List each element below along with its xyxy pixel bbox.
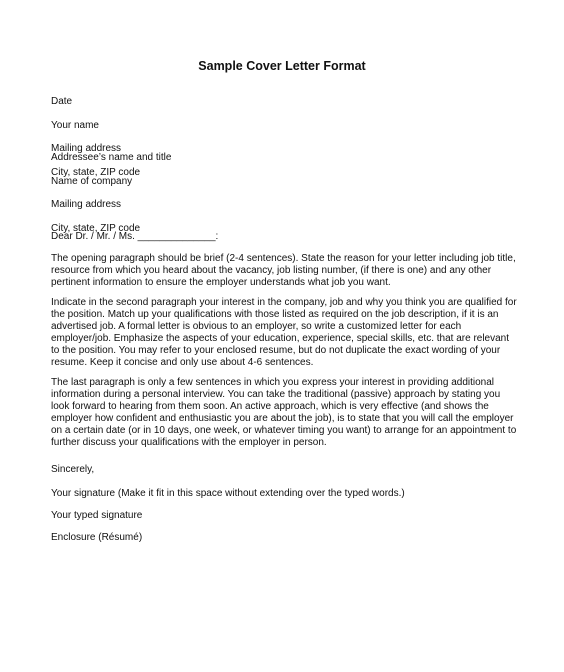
page-title: Sample Cover Letter Format	[198, 59, 366, 73]
recipient-company: Name of company	[51, 175, 133, 187]
recipient-name-title: Addressee’s name and title	[51, 152, 172, 163]
sender-date: Date	[51, 96, 73, 107]
sender-city-state-zip: City, state, ZIP code	[51, 166, 141, 178]
typed-signature: Your typed signature	[51, 510, 143, 521]
salutation: Dear Dr. / Mr. / Ms. ______________:	[51, 231, 219, 242]
recipient-mailing-address: Mailing address	[51, 199, 122, 211]
signature-instruction: Your signature (Make it fit in this space without extending over the typed words.)	[51, 488, 405, 499]
recipient-city-state-zip: City, state, ZIP code	[51, 222, 141, 234]
enclosure-note: Enclosure (Résumé)	[51, 532, 143, 543]
sender-name: Your name	[51, 119, 99, 131]
last-paragraph: The last paragraph is only a few sentences in which you express your interest in providing additional information during a personal interview. You can take the traditional (passive) approach by stating you look forward to hearing from them soon. An active approach, which is very effective (and shows the employer how confident and enthusiastic you are about the job), is to state that you will call the employer on a certain date (or in 10 days, one week, or whatever timing you want) to arrange for an appointment to further discuss your qualifications with the employer in person.	[51, 377, 517, 448]
opening-paragraph: The opening paragraph should be brief (2-4 sentences). State the reason for your letter including job title, resource from which you heard about the vacancy, job listing number, (if there is one) and any other pertinent information to ensure the employer understands what job you want.	[51, 253, 516, 288]
closing: Sincerely,	[51, 464, 95, 475]
sender-mailing-address: Mailing address	[51, 143, 122, 155]
second-paragraph: Indicate in the second paragraph your interest in the company, job and why you think you are qualified for the position. Match up your qualifications with those listed as required on the job description, if it is an advertised job. A formal letter is obvious to an employer, so write a customized letter for each employer/job. Emphasize the aspects of your education, experience, special skills, etc. that are relevant to the position. You may refer to your enclosed resume, but do not duplicate the exact wording of your resume. Keep it concise and only use about 4-6 sentences.	[51, 297, 517, 368]
